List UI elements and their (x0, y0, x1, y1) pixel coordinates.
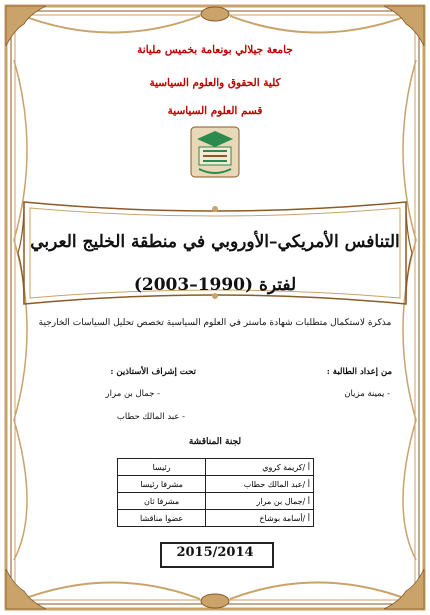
table-row (118, 476, 314, 493)
student-name: - يمينة مزيان (344, 389, 390, 399)
member-role: رئيسا (118, 459, 206, 476)
member-name: أ /كريمة كروي (206, 459, 314, 476)
table-row (118, 493, 314, 510)
degree-statement: مذكرة لاستكمال متطلبات شهادة ماستر في العلوم السياسية تخصص تحليل السياسات الخارجية (38, 318, 392, 328)
committee-table (117, 458, 314, 527)
university-crest-icon (189, 125, 241, 179)
member-role: عضوا مناقشا (118, 510, 206, 527)
member-role: مشرفا ثان (118, 493, 206, 510)
thesis-period: لفترة (1990–2003) (133, 275, 297, 295)
committee-title: لجنة المناقشة (188, 437, 242, 447)
thesis-title: التنافس الأمريكي–الأوروبي في منطقة الخليج العربي (30, 232, 400, 252)
table-row (118, 510, 314, 527)
academic-year: 2015/2014 (176, 545, 254, 560)
department-name: قسم العلوم السياسية (167, 105, 263, 117)
university-name: جامعة جيلالي بونعامة بخميس مليانة (137, 44, 293, 56)
member-name: أ /أسامة بوشاخ (206, 510, 314, 527)
table-row (118, 459, 314, 476)
member-name: أ /عبد المالك حطاب (206, 476, 314, 493)
member-name: أ /جمال بن مرار (206, 493, 314, 510)
supervision-label: تحت إشراف الأستاذين : (110, 367, 196, 377)
supervisor-1-name: - جمال بن مرار (105, 389, 160, 399)
title-ornament-box (14, 192, 416, 314)
faculty-name: كلية الحقوق والعلوم السياسية (149, 77, 281, 89)
supervisor-2-name: - عبد المالك حطاب (116, 412, 185, 422)
member-role: مشرفا رئيسا (118, 476, 206, 493)
prepared-by-label: من إعداد الطالبة : (326, 367, 392, 377)
